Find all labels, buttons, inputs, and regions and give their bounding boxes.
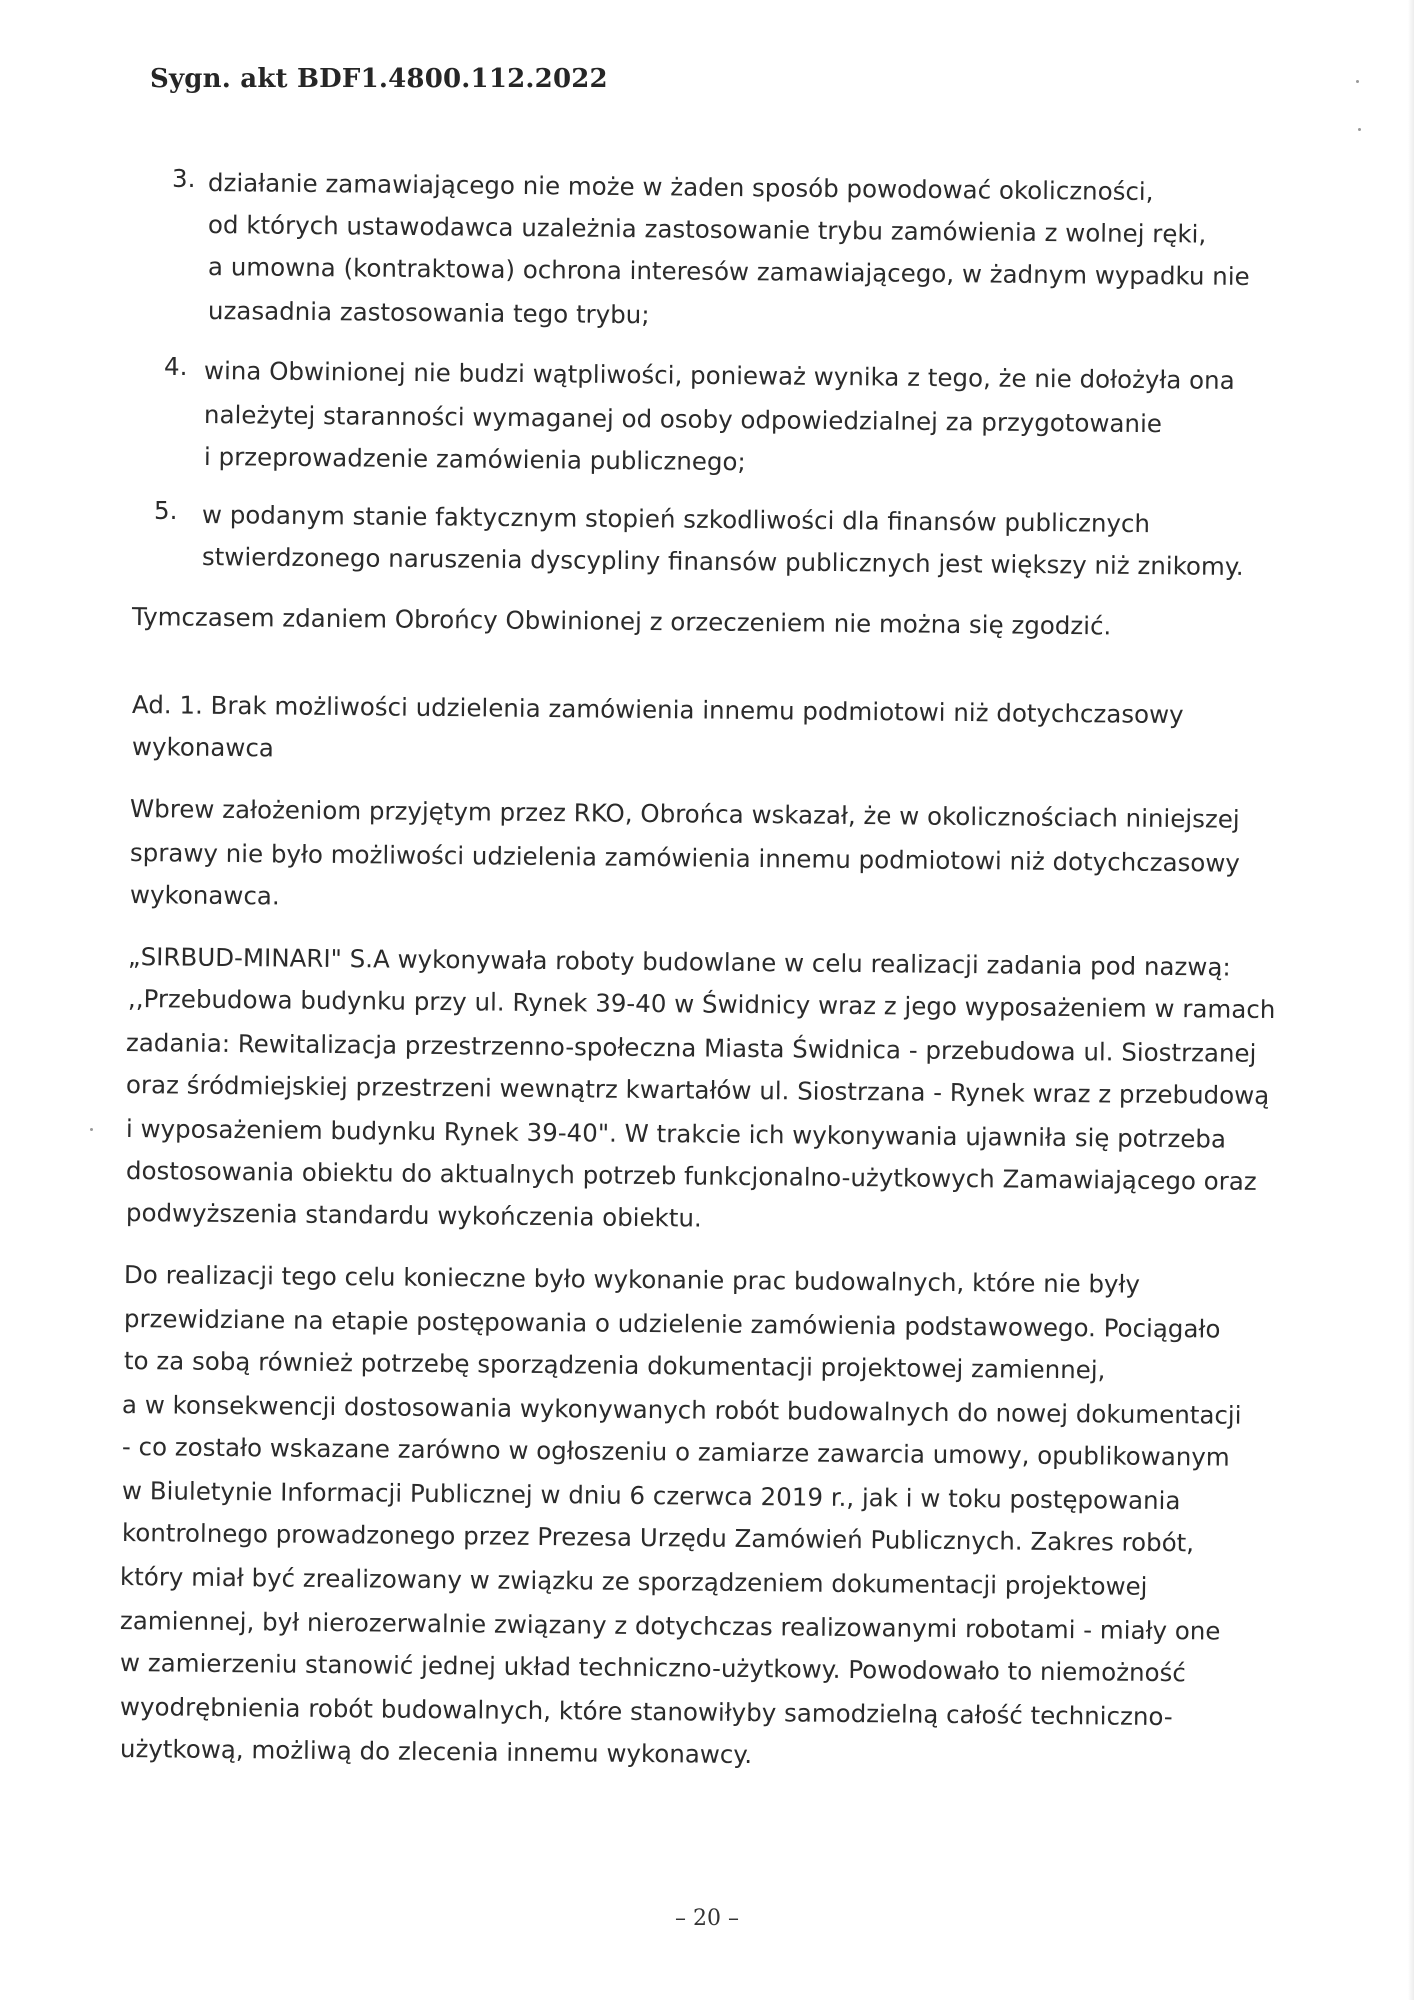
text-line: dostosowania obiektu do aktualnych potrzeb funkcjonalno-użytkowych Zamawiającego oraz (125, 1156, 1257, 1196)
text-line: podwyższenia standardu wykończenia obiektu. (125, 1198, 702, 1233)
text-line: Wbrew założeniom przyjętym przez RKO, Obrońca wskazał, że w okolicznościach niniejszej (129, 794, 1240, 834)
text-line: wykonawca. (129, 880, 280, 911)
text-line: i wyposażeniem budynku Rynek 39-40". W trakcie ich wykonywania ujawniła się potrzeba (125, 1114, 1227, 1154)
text-line: wina Obwinionej nie budzi wątpliwości, ponieważ wynika z tego, że nie dołożyła ona (203, 356, 1235, 395)
case-reference: Sygn. akt BDF1.4800.112.2022 (150, 64, 608, 94)
text-line: „SIRBUD-MINARI" S.A wykonywała roboty budowlane w celu realizacji zadania pod nazwą: (127, 942, 1231, 982)
text-line: działanie zamawiającego nie może w żaden sposób powodować okoliczności, (207, 168, 1154, 207)
text-line: przewidziane na etapie postępowania o udzielenie zamówienia podstawowego. Pociągało (123, 1304, 1221, 1344)
text-line: Tymczasem zdaniem Obrońcy Obwinionej z orzeczeniem nie można się zgodzić. (131, 602, 1112, 641)
text-line: należytej staranności wymaganej od osoby odpowiedzialnej za przygotowanie (203, 400, 1163, 439)
text-line: to za sobą również potrzebę sporządzenia dokumentacji projektowej zamiennej, (123, 1346, 1106, 1385)
text-line: ,,Przebudowa budynku przy ul. Rynek 39-40 w Świdnicy wraz z jego wyposażeniem w ramach (127, 984, 1276, 1025)
text-line: wyodrębnienia robót budowalnych, które stanowiłyby samodzielną całość techniczno- (119, 1692, 1173, 1732)
text-line: stwierdzonego naruszenia dyscypliny finansów publicznych jest większy niż znikomy. (201, 542, 1244, 581)
text-line: zamiennej, był nierozerwalnie związany z dotychczas realizowanymi robotami - miały one (119, 1606, 1221, 1646)
text-line: użytkową, możliwą do zlecenia innemu wykonawcy. (119, 1734, 753, 1770)
list-item-number: 3. (172, 164, 196, 193)
text-line: wykonawca (131, 732, 275, 763)
text-line: oraz śródmiejskiej przestrzeni wewnątrz kwartałów ul. Siostrzana - Rynek wraz z przebudową (125, 1070, 1270, 1110)
list-item-number: 5. (154, 496, 178, 525)
text-line: a umowna (kontraktowa) ochrona interesów zamawiającego, w żadnym wypadku nie (207, 252, 1250, 291)
text-line: w Biuletynie Informacji Publicznej w dniu 6 czerwca 2019 r., jak i w toku postępowania (121, 1476, 1181, 1516)
text-line: zadania: Rewitalizacja przestrzenno-społeczna Miasta Świdnica - przebudowa ul. Siostrzanej (125, 1028, 1257, 1068)
text-line: - co zostało wskazane zarówno w ogłoszeniu o zamiarze zawarcia umowy, opublikowanym (121, 1432, 1230, 1472)
text-line: kontrolnego prowadzonego przez Prezesa Urzędu Zamówień Publicznych. Zakres robót, (121, 1518, 1195, 1558)
list-item-number: 4. (164, 352, 188, 381)
text-line: Do realizacji tego celu konieczne było wykonanie prac budowalnych, które nie były (123, 1260, 1141, 1299)
text-line: Ad. 1. Brak możliwości udzielenia zamówienia innemu podmiotowi niż dotychczasowy (131, 690, 1184, 730)
text-line: w zamierzeniu stanowić jednej układ techniczno-użytkowy. Powodowało to niemożność (119, 1648, 1186, 1688)
text-line: w podanym stanie faktycznym stopień szkodliwości dla finansów publicznych (201, 500, 1151, 539)
text-line: a w konsekwencji dostosowania wykonywanych robót budowalnych do nowej dokumentacji (121, 1390, 1242, 1430)
page-number: – 20 – (675, 1906, 739, 1931)
text-line: który miał być zrealizowany w związku ze sporządzeniem dokumentacji projektowej (119, 1562, 1148, 1601)
text-line: uzasadnia zastosowania tego trybu; (207, 296, 650, 330)
text-line: od których ustawodawca uzależnia zastosowanie trybu zamówienia z wolnej ręki, (207, 210, 1207, 249)
text-line: sprawy nie było możliwości udzielenia zamówienia innemu podmiotowi niż dotychczasowy (129, 838, 1240, 878)
text-line: i przeprowadzenie zamówienia publicznego; (203, 442, 746, 477)
